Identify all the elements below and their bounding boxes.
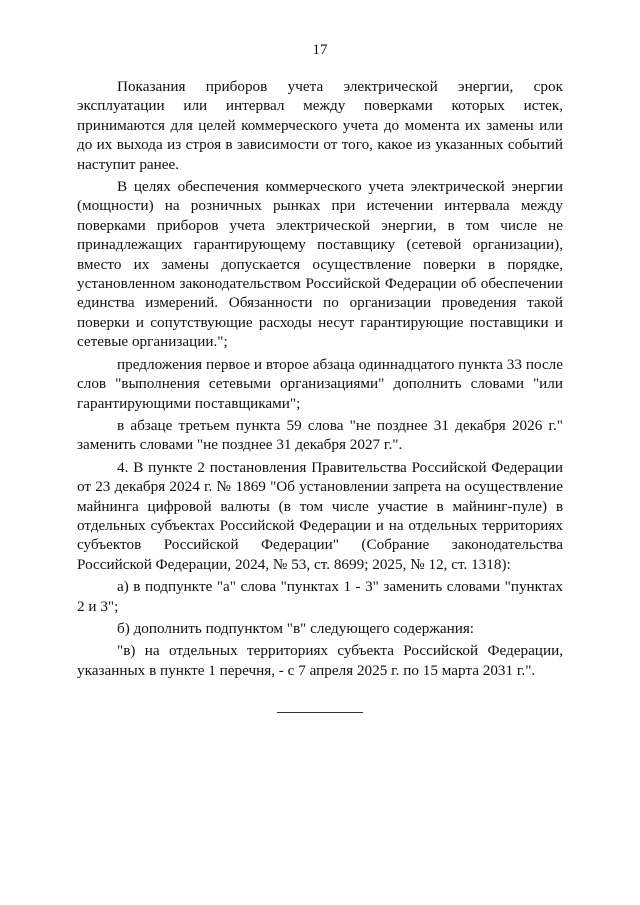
document-body bbox=[77, 77, 563, 680]
paragraph-subitem-v: "в) на отдельных территориях субъекта Российской Федерации, указанных в пункте 1 перечня, - с 7 апреля 2025 г. по 15 марта 2031 г.". bbox=[77, 642, 563, 679]
paragraph-subitem-b: б) дополнить подпунктом "в" следующего содержания: bbox=[117, 619, 475, 637]
paragraph-subitem-a: а) в подпункте "а" слова "пунктах 1 - 3" заменить словами "пунктах 2 и 3"; bbox=[77, 578, 563, 615]
paragraph-clause-59: в абзаце третьем пункта 59 слова "не позднее 31 декабря 2026 г." заменить словами "не позднее 31 декабря 2027 г.". bbox=[77, 416, 563, 454]
page-number: 17 bbox=[312, 42, 328, 58]
paragraph-clause-33: предложения первое и второе абзаца одиннадцатого пункта 33 после слов "выполнения сетевыми организациями" дополнить словами "или гарантирующими поставщиками"; bbox=[77, 355, 563, 412]
end-divider-line bbox=[277, 712, 363, 713]
paragraph-item-4: 4. В пункте 2 постановления Правительства Российской Федерации от 23 декабря 2024 г. № 1869 "Об установлении запрета на осуществление майнинга цифровой валюты (в том числе участие в майнинг-пуле) в отдельных субъектах Российской Федерации и на отдельных территориях субъектов Российской Федерации" (Собрание законодательства Российской Федерации, 2024, № 53, ст. 8699; 2025, № 12, ст. 1318): bbox=[77, 458, 563, 573]
paragraph-meter-readings: Показания приборов учета электрической энергии, срок эксплуатации или интервал между поверками которых истек, принимаются для целей коммерческого учета до момента их замены или до их выхода из строя в зависимости от того, какое из указанных событий наступит ранее. bbox=[77, 78, 563, 173]
paragraph-verification: В целях обеспечения коммерческого учета электрической энергии (мощности) на розничных рынках при истечении интервала между поверками приборов учета электрической энергии, в том числе не принадлежащих гарантирующему поставщику (сетевой организации), вместо их замены допускается осуществление поверки в порядке, установленном законодательством Российской Федерации об обеспечении единства измерений. Обязанности по организации проведения такой поверки и сопутствующие расходы несут гарантирующие поставщики и сетевые организации."; bbox=[77, 178, 563, 351]
